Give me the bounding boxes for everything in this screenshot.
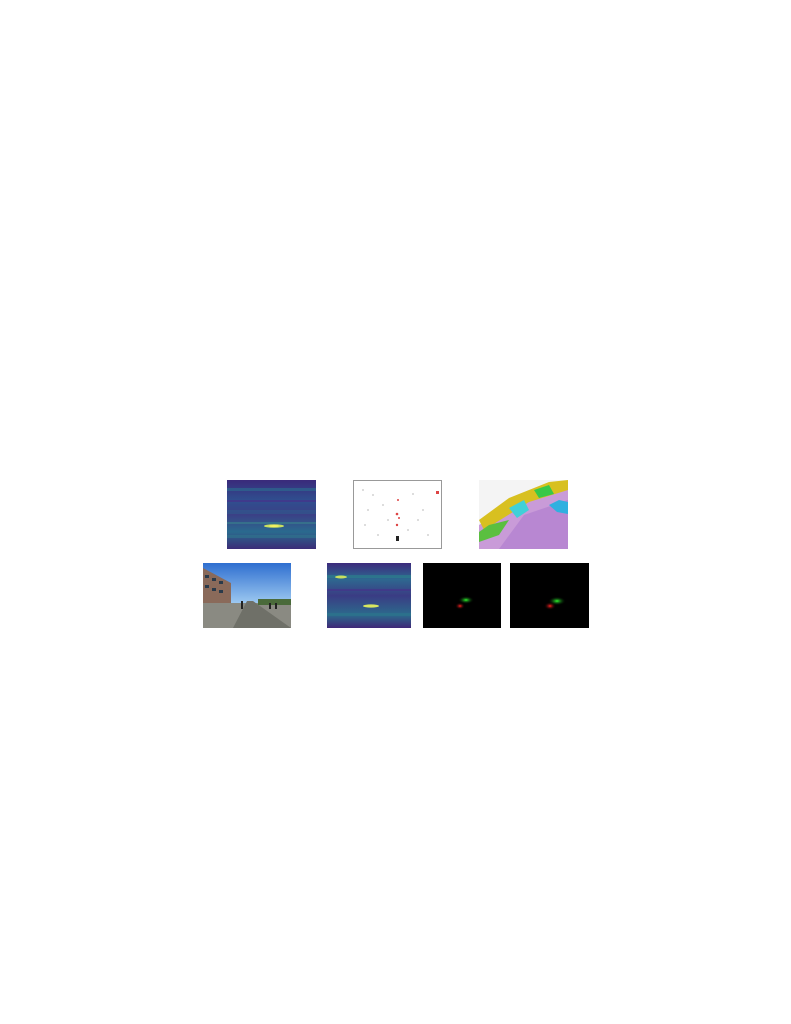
- lidar-point-cloud-image: [479, 480, 568, 549]
- rf-heatmap-image: [227, 480, 316, 549]
- running-header: [174, 120, 214, 135]
- radarformer-pred-heatmap: [510, 563, 589, 628]
- rf-heatmap-image-2: [327, 563, 411, 628]
- radarformer-pred-panel: [510, 563, 589, 628]
- rf-images-panel: [227, 480, 316, 549]
- ground-truth-panel: [423, 563, 501, 628]
- rgb-street-image: [203, 563, 291, 628]
- rf-point-cloud-image: [353, 480, 442, 549]
- lidar-point-cloud-panel: [479, 480, 568, 549]
- ground-truth-heatmap: [423, 563, 501, 628]
- rf-image-panel: [327, 563, 411, 628]
- rf-point-cloud-panel: [353, 480, 442, 549]
- rgb-image-panel: [203, 563, 291, 628]
